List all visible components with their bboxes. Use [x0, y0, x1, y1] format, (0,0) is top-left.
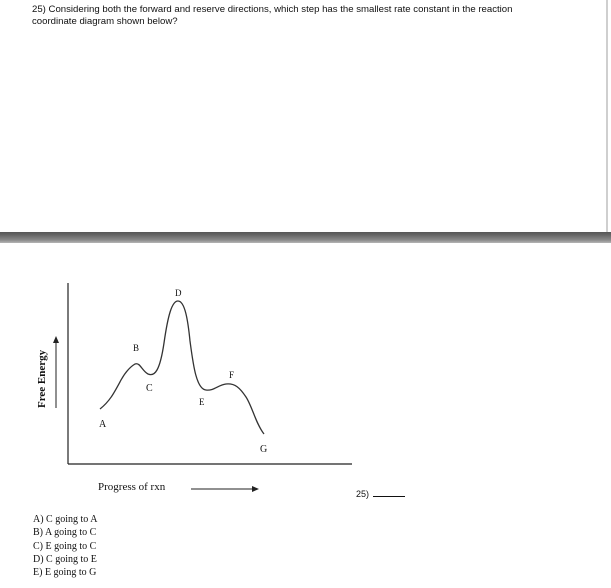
point-label-e: E: [199, 397, 205, 407]
point-label-d: D: [175, 288, 182, 298]
question-text: 25) Considering both the forward and reserve directions, which step has the smallest rate constant in the reaction coordinate diagram shown below?: [32, 4, 513, 27]
answer-choices: [33, 513, 97, 579]
point-label-g: G: [260, 444, 268, 455]
x-axis-arrowhead: [252, 486, 259, 492]
point-label-f: F: [229, 370, 235, 380]
point-label-a: A: [99, 419, 107, 430]
y-axis-label: Free Energy: [36, 349, 48, 408]
page-divider: [0, 232, 611, 243]
question-page: [0, 0, 608, 232]
point-label-b: B: [133, 343, 140, 353]
choice-b[interactable]: B) A going to C: [33, 527, 97, 539]
y-axis-arrowhead: [53, 336, 59, 343]
choice-c[interactable]: C) E going to C: [33, 540, 97, 552]
energy-curve: [100, 301, 264, 434]
diagram-page: [0, 243, 611, 588]
answer-blank[interactable]: [373, 488, 405, 497]
point-label-c: C: [146, 383, 153, 394]
answer-line: [356, 488, 405, 499]
choice-a[interactable]: A) C going to A: [33, 514, 98, 525]
choice-e[interactable]: E) E going to G: [33, 567, 97, 579]
answer-number: 25): [356, 489, 370, 499]
choice-d[interactable]: D) C going to E: [33, 553, 97, 565]
x-axis-label: Progress of rxn: [98, 481, 166, 493]
